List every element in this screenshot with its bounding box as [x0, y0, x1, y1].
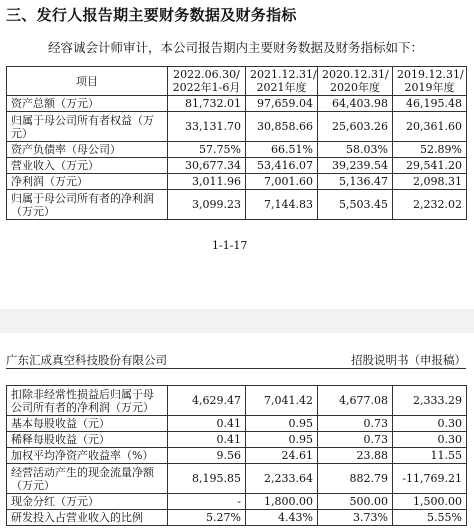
row-label: 扣除非经常性损益后归属于母公司所有者的净利润（万元） [7, 386, 168, 416]
row-label: 基本每股收益（元） [7, 416, 168, 432]
table-cell: 46,195.48 [393, 96, 467, 112]
section-title: 三、发行人报告期主要财务数据及财务指标 [6, 6, 297, 24]
table-cell: 7,041.42 [246, 386, 318, 416]
financial-table-part2 [6, 385, 467, 526]
table-row [7, 416, 467, 432]
table-cell: 882.79 [318, 464, 393, 494]
table-cell: 97,659.04 [246, 96, 318, 112]
table-cell: 58.03% [318, 142, 393, 158]
table-cell: 2,098.31 [393, 174, 467, 190]
header-cell: 2020.12.31/ 2020年度 [318, 67, 393, 96]
table-row [7, 448, 467, 464]
table-row [7, 174, 467, 190]
table-cell: 11.55 [393, 448, 467, 464]
table-cell: 0.30 [393, 432, 467, 448]
table-row [7, 494, 467, 510]
row-label: 现金分红（万元） [7, 494, 168, 510]
table-cell: 0.41 [168, 432, 246, 448]
table-cell: 20,361.60 [393, 112, 467, 142]
table-cell: 2,333.29 [393, 386, 467, 416]
table-row [7, 464, 467, 494]
table-cell: 0.73 [318, 432, 393, 448]
table-cell: 9.56 [168, 448, 246, 464]
row-label: 研发投入占营业收入的比例 [7, 510, 168, 526]
table-cell: 0.73 [318, 416, 393, 432]
page-separator [0, 309, 474, 333]
table-cell: 30,677.34 [168, 158, 246, 174]
table-cell: 2,232.02 [393, 190, 467, 220]
table-cell: 1,500.00 [393, 494, 467, 510]
table-cell: 5,136.47 [318, 174, 393, 190]
row-label: 经营活动产生的现金流量净额（万元） [7, 464, 168, 494]
table-cell: 33,131.70 [168, 112, 246, 142]
table-cell: 500.00 [318, 494, 393, 510]
table-row [7, 386, 467, 416]
table-row [7, 112, 467, 142]
header-cell: 2021.12.31/ 2021年度 [246, 67, 318, 96]
table-cell: 4.43% [246, 510, 318, 526]
table-cell: 8,195.85 [168, 464, 246, 494]
table-cell: 2,233.64 [246, 464, 318, 494]
intro-text: 经容诚会计师审计，本公司报告期内主要财务数据及财务指标如下： [48, 40, 424, 55]
table-cell: 25,603.26 [318, 112, 393, 142]
table-cell: 64,403.98 [318, 96, 393, 112]
row-label: 加权平均净资产收益率（%） [7, 448, 168, 464]
table-cell: 29,541.20 [393, 158, 467, 174]
document-header [6, 352, 466, 369]
table-cell: 57.75% [168, 142, 246, 158]
header-cell: 2022.06.30/ 2022年1-6月 [168, 67, 246, 96]
table-cell: 4,629.47 [168, 386, 246, 416]
table-cell: 52.89% [393, 142, 467, 158]
table-row [7, 142, 467, 158]
document-type: 招股说明书（申报稿） [351, 353, 466, 367]
table-cell: 4,677.08 [318, 386, 393, 416]
table-cell: 0.95 [246, 432, 318, 448]
row-label: 资产负债率（母公司） [7, 142, 168, 158]
table-cell: 3,099.23 [168, 190, 246, 220]
table-cell: - [168, 494, 246, 510]
financial-table-part1 [6, 66, 467, 220]
table-cell: 23.88 [318, 448, 393, 464]
table-cell: 1,800.00 [246, 494, 318, 510]
table-cell: 0.95 [246, 416, 318, 432]
table-cell: 0.41 [168, 416, 246, 432]
table-row [7, 510, 467, 526]
table-cell: 7,001.60 [246, 174, 318, 190]
page-number: 1-1-17 [212, 239, 248, 252]
row-label: 净利润（万元） [7, 174, 168, 190]
table-row [7, 432, 467, 448]
row-label: 稀释每股收益（元） [7, 432, 168, 448]
table-cell: 5.27% [168, 510, 246, 526]
table-cell: 5,503.45 [318, 190, 393, 220]
table-cell: -11,769.21 [393, 464, 467, 494]
table-cell: 66.51% [246, 142, 318, 158]
table-cell: 53,416.07 [246, 158, 318, 174]
row-label: 营业收入（万元） [7, 158, 168, 174]
table-cell: 5.55% [393, 510, 467, 526]
table-cell: 39,239.54 [318, 158, 393, 174]
table-row [7, 190, 467, 220]
row-label: 归属于母公司所有者的净利润（万元） [7, 190, 168, 220]
table-cell: 0.30 [393, 416, 467, 432]
table-row [7, 158, 467, 174]
table-cell: 24.61 [246, 448, 318, 464]
header-cell: 2019.12.31/ 2019年度 [393, 67, 467, 96]
table-cell: 3.73% [318, 510, 393, 526]
table-cell: 81,732.01 [168, 96, 246, 112]
row-label: 资产总额（万元） [7, 96, 168, 112]
company-name: 广东汇成真空科技股份有限公司 [6, 353, 167, 367]
table-cell: 7,144.83 [246, 190, 318, 220]
table-row [7, 96, 467, 112]
table-cell: 30,858.66 [246, 112, 318, 142]
row-label: 归属于母公司所有者权益（万元） [7, 112, 168, 142]
header-cell: 项目 [7, 67, 168, 96]
table-cell: 3,011.96 [168, 174, 246, 190]
